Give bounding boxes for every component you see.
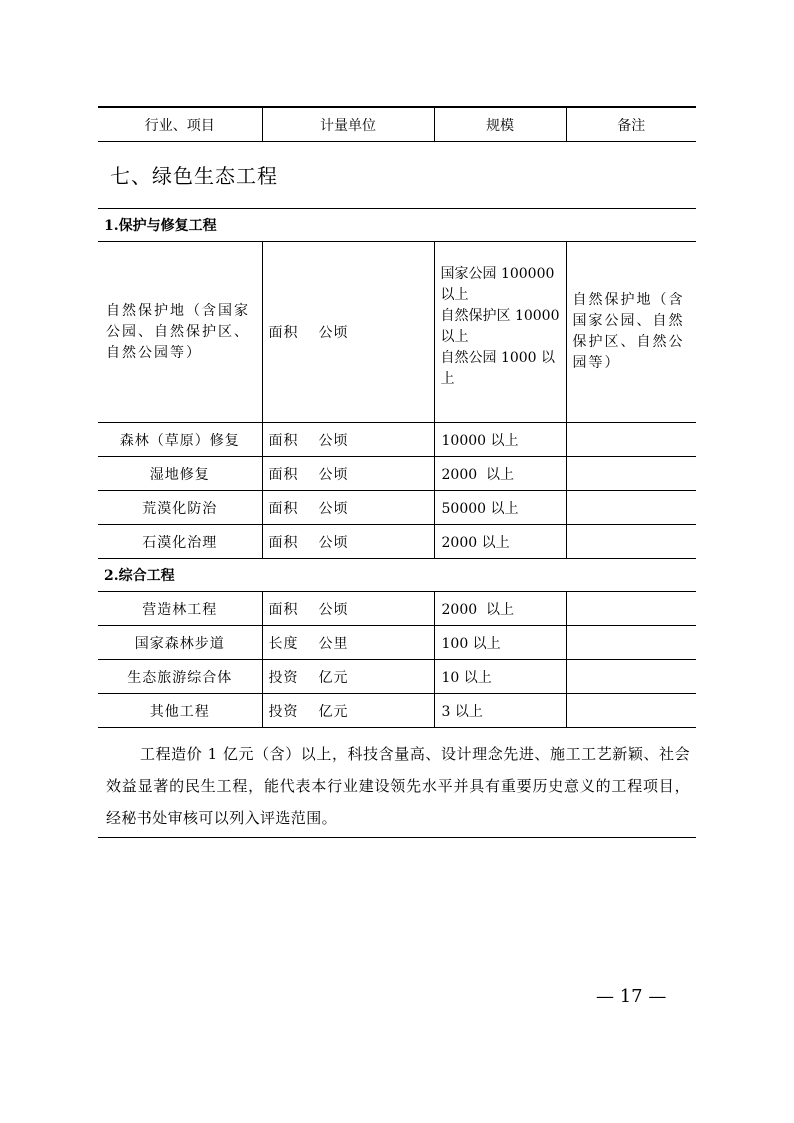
footer-divider — [98, 837, 696, 838]
unit-kind: 投资 — [268, 669, 299, 686]
scale-line: 自然公园 1000 以 — [440, 350, 556, 366]
table-row — [98, 423, 696, 457]
row-unit — [262, 660, 434, 694]
row-name: 国家森林步道 — [98, 626, 262, 660]
unit-value: 公顷 — [318, 601, 349, 618]
section-title: 七、绿色生态工程 — [110, 164, 278, 188]
row-unit — [262, 491, 434, 525]
header-scale: 规模 — [434, 107, 566, 142]
row-note — [566, 694, 696, 728]
unit-kind: 面积 — [268, 432, 299, 449]
row-name: 营造林工程 — [98, 592, 262, 626]
unit-kind: 面积 — [268, 500, 299, 517]
row-note — [566, 626, 696, 660]
header-note: 备注 — [566, 107, 696, 142]
row-name: 生态旅游综合体 — [98, 660, 262, 694]
row-note — [566, 525, 696, 559]
row-scale: 100 以上 — [434, 626, 566, 660]
row-unit — [262, 457, 434, 491]
table-row — [98, 694, 696, 728]
unit-kind: 面积 — [268, 601, 299, 618]
unit-kind: 面积 — [268, 534, 299, 551]
row-note: 自然保护地（含国家公园、自然保护区、自然公园等） — [566, 242, 696, 423]
row-scale: 2000 以上 — [434, 592, 566, 626]
unit-kind: 面积 — [268, 466, 299, 483]
row-scale: 10000 以上 — [434, 423, 566, 457]
row-unit — [262, 525, 434, 559]
table-row — [98, 457, 696, 491]
row-note — [566, 660, 696, 694]
table-row — [98, 626, 696, 660]
scale-line: 以上 — [440, 287, 469, 303]
unit-value: 公顷 — [318, 534, 349, 551]
header-unit: 计量单位 — [262, 107, 434, 142]
subsection-title: 1.保护与修复工程 — [98, 209, 696, 242]
row-name: 荒漠化防治 — [98, 491, 262, 525]
subsection-title: 2.综合工程 — [98, 559, 696, 592]
unit-value: 亿元 — [318, 669, 349, 686]
table-row — [98, 491, 696, 525]
table-row — [98, 660, 696, 694]
row-unit — [262, 592, 434, 626]
scale-line: 国家公园 100000 — [440, 266, 555, 282]
row-scale: 3 以上 — [434, 694, 566, 728]
unit-value: 公顷 — [318, 325, 349, 341]
unit-kind: 面积 — [268, 325, 299, 341]
scale-line: 以上 — [440, 329, 469, 345]
row-name: 森林（草原）修复 — [98, 423, 262, 457]
row-scale — [434, 242, 566, 423]
unit-value: 公顷 — [318, 432, 349, 449]
row-unit — [262, 626, 434, 660]
unit-value: 公顷 — [318, 466, 349, 483]
unit-value: 公里 — [318, 635, 349, 652]
table-row — [98, 592, 696, 626]
projects-table — [98, 208, 696, 728]
row-note — [566, 423, 696, 457]
row-name: 自然保护地（含国家公园、自然保护区、自然公园等） — [98, 242, 262, 423]
scale-line: 自然保护区 10000 — [440, 308, 560, 324]
row-unit — [262, 242, 434, 423]
row-name: 石漠化治理 — [98, 525, 262, 559]
row-note — [566, 592, 696, 626]
row-name: 湿地修复 — [98, 457, 262, 491]
row-scale: 2000 以上 — [434, 457, 566, 491]
row-scale: 2000 以上 — [434, 525, 566, 559]
row-name: 其他工程 — [98, 694, 262, 728]
row-unit — [262, 694, 434, 728]
scale-line: 上 — [440, 371, 455, 387]
unit-value: 亿元 — [318, 703, 349, 720]
row-unit — [262, 423, 434, 457]
table-header — [98, 106, 696, 142]
unit-kind: 长度 — [268, 635, 299, 652]
unit-value: 公顷 — [318, 500, 349, 517]
table-row — [98, 242, 696, 423]
row-scale: 10 以上 — [434, 660, 566, 694]
row-note — [566, 457, 696, 491]
table-row — [98, 525, 696, 559]
header-industry-project: 行业、项目 — [98, 107, 262, 142]
unit-kind: 投资 — [268, 703, 299, 720]
page-number: — 17 — — [596, 986, 667, 1007]
row-note — [566, 491, 696, 525]
body-paragraph: 工程造价 1 亿元（含）以上，科技含量高、设计理念先进、施工工艺新颖、社会效益显著的民生工程，能代表本行业建设领先水平并具有重要历史意义的工程项目，经秘书处审核可以列入评选范围。 — [106, 745, 690, 827]
row-scale: 50000 以上 — [434, 491, 566, 525]
